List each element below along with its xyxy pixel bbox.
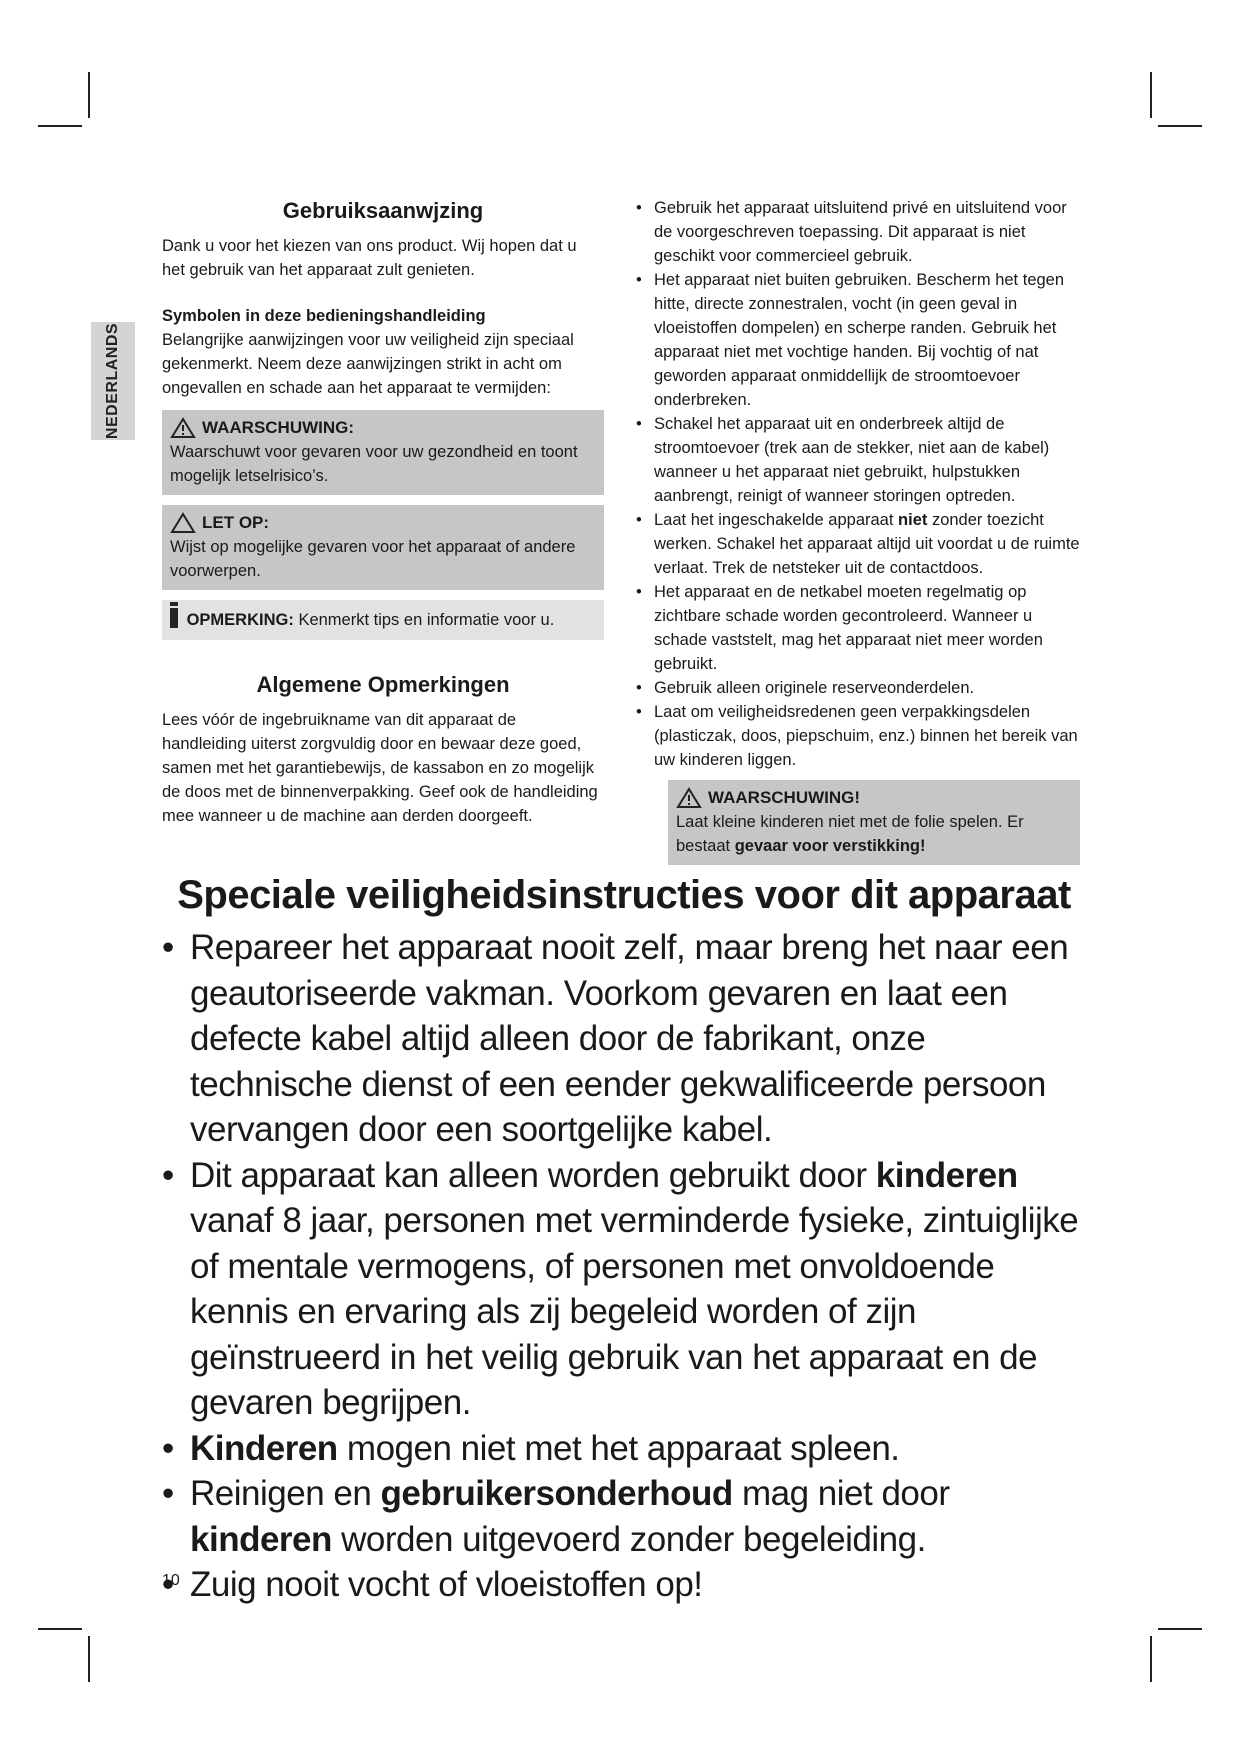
packaging-warning-box <box>668 780 1080 865</box>
list-item: • Het apparaat niet buiten gebruiken. Bescherm het tegen hitte, directe zonnestralen, vocht (in geen geval in vloeistoffen dompelen) en scherpe randen. Gebruik het apparaat niet met vochtige handen. Bij vochtig of nat geworden apparaat onmiddellijk de stroomtoevoer onderbreken. <box>636 268 1086 412</box>
warning-title: WAARSCHUWING: <box>202 418 355 437</box>
list-item: • Reinigen en gebruikersonderhoud mag niet door kinderen worden uitgevoerd zonder begeleiding. <box>162 1471 1086 1562</box>
special-safety-list <box>162 925 1086 1608</box>
list-item: • Zuig nooit vocht of vloeistoffen op! <box>162 1562 1086 1608</box>
crop-mark <box>1150 1636 1152 1682</box>
warning-box <box>162 410 604 495</box>
warning-triangle-icon <box>170 417 196 439</box>
list-item: • Dit apparaat kan alleen worden gebruikt door kinderen vanaf 8 jaar, personen met verminderde fysieke, zintuiglijke of mentale vermogens, of personen met onvoldoende kennis en ervaring als zij begeleid worden of zijn geïnstrueerd in het veilig gebruik van het apparaat en de gevaren begrijpen. <box>162 1153 1086 1426</box>
info-icon <box>170 608 178 628</box>
list-item: • Kinderen mogen niet met het apparaat spleen. <box>162 1426 1086 1472</box>
list-item: • Het apparaat en de netkabel moeten regelmatig op zichtbare schade worden gecontroleerd. Wanneer u schade vaststelt, mag het apparaat niet meer worden gebruikt. <box>636 580 1086 676</box>
manual-title: Gebruiksaanwjzing <box>282 198 484 223</box>
packaging-warning-title: WAARSCHUWING! <box>708 788 861 807</box>
note-title: OPMERKING: <box>186 611 294 629</box>
crop-mark <box>1150 72 1152 118</box>
general-title: Algemene Opmerkingen <box>256 672 510 697</box>
warning-text: Waarschuwt voor gevaren voor uw gezondheid en toont mogelijk letselrisico’s. <box>170 443 578 485</box>
caution-box <box>162 505 604 590</box>
page-number: 10 <box>162 1572 180 1589</box>
symbols-text: Belangrijke aanwijzingen voor uw veiligheid zijn speciaal gekenmerkt. Neem deze aanwijzingen strikt in acht om ongevallen en schade aan het apparaat te vermijden: <box>162 331 574 397</box>
list-item: • Laat het ingeschakelde apparaat niet zonder toezicht werken. Schakel het apparaat altijd uit voordat u de ruimte verlaat. Trek de netsteker uit de contactdoos. <box>636 508 1086 580</box>
caution-title: LET OP: <box>202 513 270 532</box>
crop-mark <box>1158 125 1202 127</box>
list-item: • Gebruik alleen originele reserveonderdelen. <box>636 676 1086 700</box>
crop-mark <box>88 1636 90 1682</box>
list-item: • Schakel het apparaat uit en onderbreek altijd de stroomtoevoer (trek aan de stekker, niet aan de kabel) wanneer u het apparaat niet gebruikt, hulpstukken aanbrengt, reinigt of wanneer storingen optreden. <box>636 412 1086 508</box>
packaging-warning-text: Laat kleine kinderen niet met de folie spelen. Er bestaat gevaar voor verstikking! <box>676 813 1024 855</box>
list-item: • Gebruik het apparaat uitsluitend privé en uitsluitend voor de voorgeschreven toepassing. Dit apparaat is niet geschikt voor commercieel gebruik. <box>636 196 1086 268</box>
right-column <box>636 196 1086 865</box>
note-box <box>162 600 604 640</box>
general-text: Lees vóór de ingebruikname van dit apparaat de handleiding uiterst zorgvuldig door en bewaar deze goed, samen met het garantiebewijs, de kassabon en zo mogelijk de doos met de binnenverpakking. Geef ook de handleiding mee wanneer u de machine aan derden doorgeeft. <box>162 711 598 825</box>
caution-text: Wijst op mogelijke gevaren voor het apparaat of andere voorwerpen. <box>170 538 576 580</box>
special-safety-title: Speciale veiligheidsinstructies voor dit apparaat <box>177 873 1071 917</box>
warning-triangle-icon <box>676 787 702 809</box>
intro-text: Dank u voor het kiezen van ons product. Wij hopen dat u het gebruik van het apparaat zult genieten. <box>162 237 577 279</box>
caution-triangle-icon <box>170 512 196 534</box>
crop-mark <box>1158 1628 1202 1630</box>
note-text: Kenmerkt tips en informatie voor u. <box>298 611 555 629</box>
left-column <box>162 196 604 828</box>
language-tab-label: NEDERLANDS <box>104 322 121 440</box>
language-tab <box>91 322 135 440</box>
list-item: • Repareer het apparaat nooit zelf, maar breng het naar een geautoriseerde vakman. Voorkom gevaren en laat een defecte kabel altijd alleen door de fabrikant, onze technische dienst of een eender gekwalificeerde persoon vervangen door een soortgelijke kabel. <box>162 925 1086 1153</box>
crop-mark <box>38 125 82 127</box>
safety-list <box>636 196 1086 772</box>
symbols-heading: Symbolen in deze bedieningshandleiding <box>162 307 486 325</box>
crop-mark <box>38 1628 82 1630</box>
list-item: • Laat om veiligheidsredenen geen verpakkingsdelen (plasticzak, doos, piepschuim, enz.) binnen het bereik van uw kinderen liggen. <box>636 700 1086 772</box>
crop-mark <box>88 72 90 118</box>
